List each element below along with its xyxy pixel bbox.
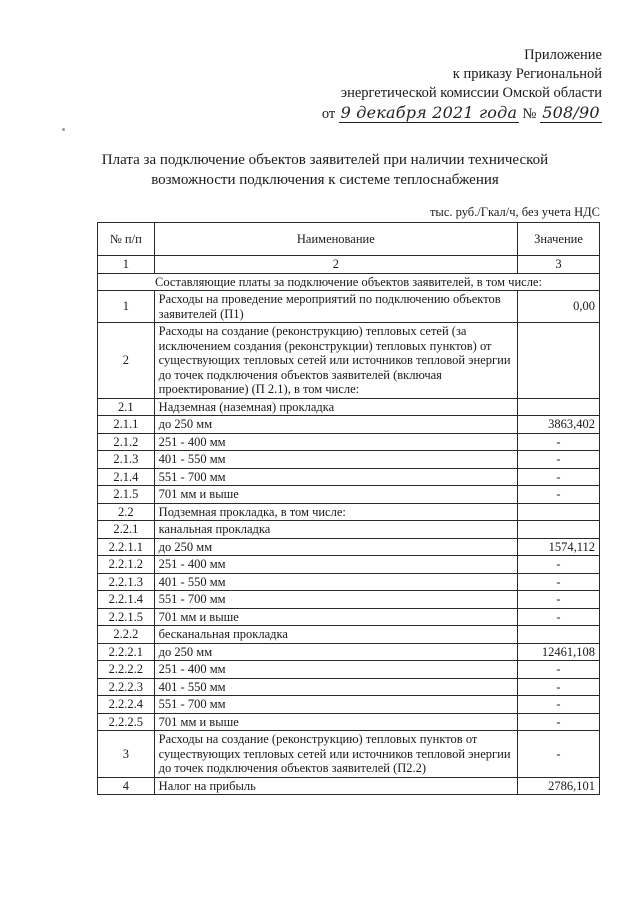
table-row [98, 398, 600, 416]
table-row [98, 433, 600, 451]
row-name: 401 - 550 мм [154, 573, 517, 591]
row-value: - [518, 433, 600, 451]
row-name: 251 - 400 мм [154, 433, 517, 451]
row-number: 2.2.2.3 [98, 678, 155, 696]
row-number: 2.2.1.2 [98, 556, 155, 574]
row-name: до 250 мм [154, 643, 517, 661]
row-number: 2.1.4 [98, 468, 155, 486]
row-number: 4 [98, 777, 155, 795]
table-row [98, 291, 600, 323]
index-cell: 3 [518, 256, 600, 274]
row-value [518, 323, 600, 399]
row-number: 2.1.2 [98, 433, 155, 451]
row-value: - [518, 731, 600, 778]
row-name: 701 мм и выше [154, 608, 517, 626]
row-value: 3863,402 [518, 416, 600, 434]
table-row [98, 713, 600, 731]
row-number: 2.1.5 [98, 486, 155, 504]
row-name: до 250 мм [154, 416, 517, 434]
table-row [98, 451, 600, 469]
section-cell: Составляющие платы за подключение объектов заявителей, в том числе: [98, 273, 600, 291]
table-row [98, 556, 600, 574]
row-number: 2.2.1.3 [98, 573, 155, 591]
appendix-line: Приложение [524, 47, 602, 63]
row-value: 2786,101 [518, 777, 600, 795]
row-number: 2.2.2 [98, 626, 155, 644]
row-number: 3 [98, 731, 155, 778]
table-row [98, 731, 600, 778]
table-row [98, 643, 600, 661]
row-number: 2.2.2.5 [98, 713, 155, 731]
row-value: - [518, 468, 600, 486]
table-row [98, 626, 600, 644]
row-value: 1574,112 [518, 538, 600, 556]
row-value: - [518, 556, 600, 574]
document-title: Плата за подключение объектов заявителей при наличии технической возможности подключения к системе теплоснабжения [101, 152, 549, 188]
row-value: - [518, 696, 600, 714]
table-row [98, 777, 600, 795]
row-name: 701 мм и выше [154, 713, 517, 731]
row-number: 1 [98, 291, 155, 323]
row-number: 2.2.1.5 [98, 608, 155, 626]
row-number: 2.1.1 [98, 416, 155, 434]
row-name: Расходы на проведение мероприятий по подключению объектов заявителей (П1) [154, 291, 517, 323]
row-value: - [518, 573, 600, 591]
order-number-label: № [522, 106, 537, 122]
section-row [98, 273, 600, 291]
order-date-handwritten: 9 декабря 2021 года [340, 103, 518, 122]
row-number: 2.2.2.2 [98, 661, 155, 679]
appendix-header [322, 46, 602, 124]
table-row [98, 678, 600, 696]
row-value [518, 521, 600, 539]
row-value [518, 503, 600, 521]
table-row [98, 503, 600, 521]
row-number: 2 [98, 323, 155, 399]
table-row [98, 661, 600, 679]
row-name: 251 - 400 мм [154, 661, 517, 679]
row-number: 2.2.1.4 [98, 591, 155, 609]
header-number: № п/п [98, 223, 155, 256]
row-value [518, 398, 600, 416]
row-name: 401 - 550 мм [154, 678, 517, 696]
row-value: - [518, 661, 600, 679]
index-row [98, 256, 600, 274]
table-row [98, 696, 600, 714]
table-row [98, 573, 600, 591]
appendix-line: к приказу Региональной [452, 66, 602, 82]
header-value: Значение [518, 223, 600, 256]
row-number: 2.2.1 [98, 521, 155, 539]
row-number: 2.2.2.4 [98, 696, 155, 714]
order-reference [322, 103, 602, 124]
order-number-handwritten: 508/90 [540, 103, 602, 123]
row-value: - [518, 591, 600, 609]
row-name: 251 - 400 мм [154, 556, 517, 574]
row-name: до 250 мм [154, 538, 517, 556]
row-value: - [518, 486, 600, 504]
row-number: 2.2.1.1 [98, 538, 155, 556]
index-cell: 2 [154, 256, 517, 274]
row-value: - [518, 678, 600, 696]
row-number: 2.2 [98, 503, 155, 521]
row-name: 401 - 550 мм [154, 451, 517, 469]
row-name: Расходы на создание (реконструкцию) тепловых пунктов от существующих тепловых сетей или источников тепловой энергии до точек подключения объектов заявителей (П2.2) [154, 731, 517, 778]
row-value: - [518, 608, 600, 626]
row-name: 551 - 700 мм [154, 696, 517, 714]
row-number: 2.2.2.1 [98, 643, 155, 661]
row-name: Надземная (наземная) прокладка [154, 398, 517, 416]
table-row [98, 468, 600, 486]
row-value: - [518, 451, 600, 469]
row-name: Подземная прокладка, в том числе: [154, 503, 517, 521]
table-row [98, 323, 600, 399]
row-name: Налог на прибыль [154, 777, 517, 795]
units-note: тыс. руб./Гкал/ч, без учета НДС [429, 205, 600, 219]
row-number: 2.1 [98, 398, 155, 416]
row-value: 12461,108 [518, 643, 600, 661]
row-name: 701 мм и выше [154, 486, 517, 504]
table-row [98, 486, 600, 504]
row-value: - [518, 713, 600, 731]
table-header-row [98, 223, 600, 256]
row-number: 2.1.3 [98, 451, 155, 469]
row-name: 551 - 700 мм [154, 468, 517, 486]
table-row [98, 608, 600, 626]
row-name: Расходы на создание (реконструкцию) тепловых сетей (за исключением создания (реконструкции) тепловых пунктов) от существующих тепловых сетей или источников тепловой энергии до точек подключения объектов заявителей (включая проектирование) (П 2.1), в том числе: [154, 323, 517, 399]
table-row [98, 521, 600, 539]
table-row [98, 416, 600, 434]
scan-speck [62, 128, 65, 131]
table-row [98, 591, 600, 609]
order-prefix: от [321, 106, 336, 122]
appendix-line: энергетической комиссии Омской области [340, 85, 602, 101]
row-name: бесканальная прокладка [154, 626, 517, 644]
table-row [98, 538, 600, 556]
index-cell: 1 [98, 256, 155, 274]
row-name: 551 - 700 мм [154, 591, 517, 609]
row-value: 0,00 [518, 291, 600, 323]
row-value [518, 626, 600, 644]
row-name: канальная прокладка [154, 521, 517, 539]
header-name: Наименование [154, 223, 517, 256]
fee-table [97, 222, 600, 795]
